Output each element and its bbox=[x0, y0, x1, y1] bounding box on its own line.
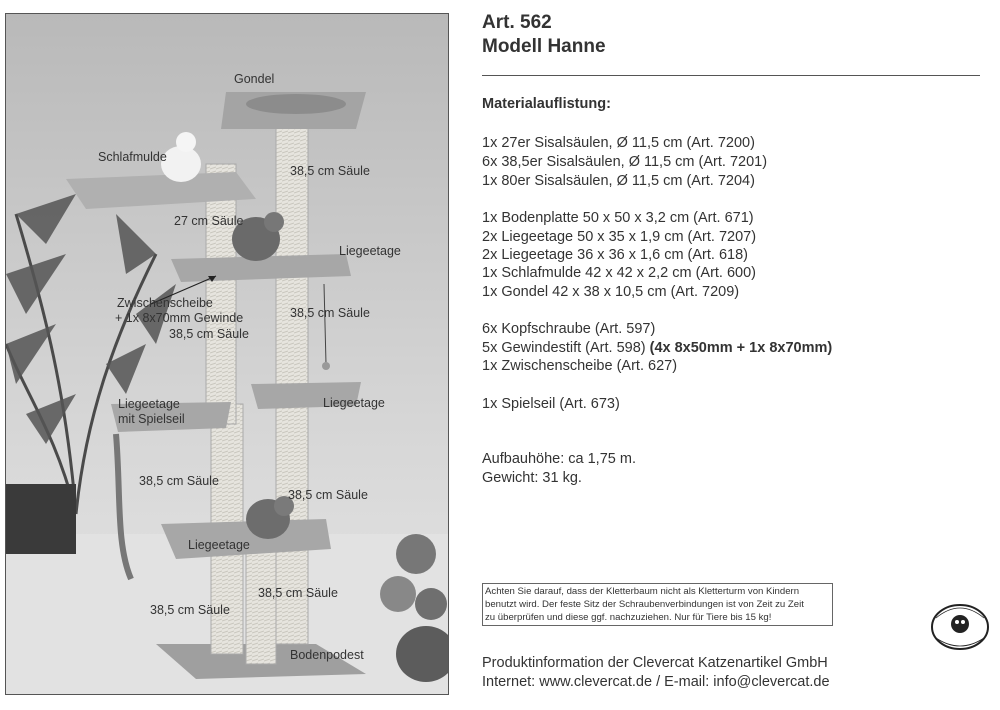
cat-tree-illustration bbox=[6, 14, 448, 694]
material-line: 1x Bodenplatte 50 x 50 x 3,2 cm (Art. 671) bbox=[482, 210, 754, 226]
label-saeule-27: 27 cm Säule bbox=[174, 214, 244, 228]
label-saeule-mid: 38,5 cm Säule bbox=[290, 306, 370, 320]
label-zwischenscheibe-saeule: 38,5 cm Säule bbox=[169, 327, 249, 341]
notice-line: Achten Sie darauf, dass der Kletterbaum nicht als Kletterturm von Kindern bbox=[485, 586, 800, 597]
material-line: 1x Spielseil (Art. 673) bbox=[482, 396, 620, 412]
material-line: 6x Kopfschraube (Art. 597) bbox=[482, 321, 656, 337]
label-mit-spielseil: mit Spielseil bbox=[118, 412, 185, 426]
model-name: Modell Hanne bbox=[482, 36, 606, 57]
company-info: Produktinformation der Clevercat Katzenartikel GmbH bbox=[482, 655, 828, 671]
material-line: 1x 80er Sisalsäulen, Ø 11,5 cm (Art. 7204) bbox=[482, 173, 755, 189]
label-saeule-left: 38,5 cm Säule bbox=[139, 474, 219, 488]
material-line: 2x Liegeetage 50 x 35 x 1,9 cm (Art. 7207) bbox=[482, 229, 757, 245]
label-saeule-bottom-left: 38,5 cm Säule bbox=[150, 603, 230, 617]
material-line: 1x 27er Sisalsäulen, Ø 11,5 cm (Art. 7200) bbox=[482, 135, 755, 151]
label-saeule-bottom-right: 38,5 cm Säule bbox=[258, 586, 338, 600]
label-zwischenscheibe: Zwischenscheibe bbox=[117, 296, 213, 310]
label-gondel: Gondel bbox=[234, 72, 275, 86]
label-liegeetage-low: Liegeetage bbox=[188, 538, 250, 552]
notice-line: benutzt wird. Der feste Sitz der Schraubenverbindungen ist von Zeit zu Zeit bbox=[485, 599, 804, 610]
material-line bbox=[482, 340, 832, 356]
art-number: Art. 562 bbox=[482, 12, 552, 33]
clevercat-logo bbox=[926, 600, 996, 660]
notice-line: zu überprüfen und diese ggf. nachzuziehen. Nur für Tiere bis 15 kg! bbox=[485, 612, 772, 623]
materials-heading: Materialauflistung: bbox=[482, 96, 611, 112]
material-line: 2x Liegeetage 36 x 36 x 1,6 cm (Art. 618) bbox=[482, 247, 748, 263]
label-schlafmulde: Schlafmulde bbox=[98, 150, 167, 164]
material-line: 6x 38,5er Sisalsäulen, Ø 11,5 cm (Art. 7201) bbox=[482, 154, 768, 170]
label-saeule-right: 38,5 cm Säule bbox=[288, 488, 368, 502]
threaded-pin-detail: (4x 8x50mm + 1x 8x70mm) bbox=[649, 340, 833, 356]
column-left-upper bbox=[206, 164, 236, 424]
label-gewinde: + 1x 8x70mm Gewinde bbox=[115, 311, 244, 325]
material-line: 1x Gondel 42 x 38 x 10,5 cm (Art. 7209) bbox=[482, 284, 740, 300]
cat-white bbox=[161, 146, 201, 182]
label-liegeetage-top: Liegeetage bbox=[339, 244, 401, 258]
label-liegeetage-spielseil: Liegeetage bbox=[118, 397, 180, 411]
divider bbox=[482, 75, 980, 76]
label-bodenpodest: Bodenpodest bbox=[290, 648, 364, 662]
label-saeule-top: 38,5 cm Säule bbox=[290, 164, 370, 178]
safety-notice bbox=[482, 583, 833, 626]
material-line: 1x Schlafmulde 42 x 42 x 2,2 cm (Art. 600) bbox=[482, 265, 757, 281]
weight: Gewicht: 31 kg. bbox=[482, 470, 582, 486]
threaded-pin: 5x Gewindestift (Art. 598) bbox=[482, 340, 646, 356]
contact-info: Internet: www.clevercat.de / E-mail: info@clevercat.de bbox=[482, 674, 830, 690]
label-liegeetage-mid: Liegeetage bbox=[323, 396, 385, 410]
product-photo bbox=[5, 13, 449, 695]
material-line: 1x Zwischenscheibe (Art. 627) bbox=[482, 358, 678, 374]
column-bottom-mid bbox=[246, 544, 276, 664]
build-height: Aufbauhöhe: ca 1,75 m. bbox=[482, 451, 636, 467]
